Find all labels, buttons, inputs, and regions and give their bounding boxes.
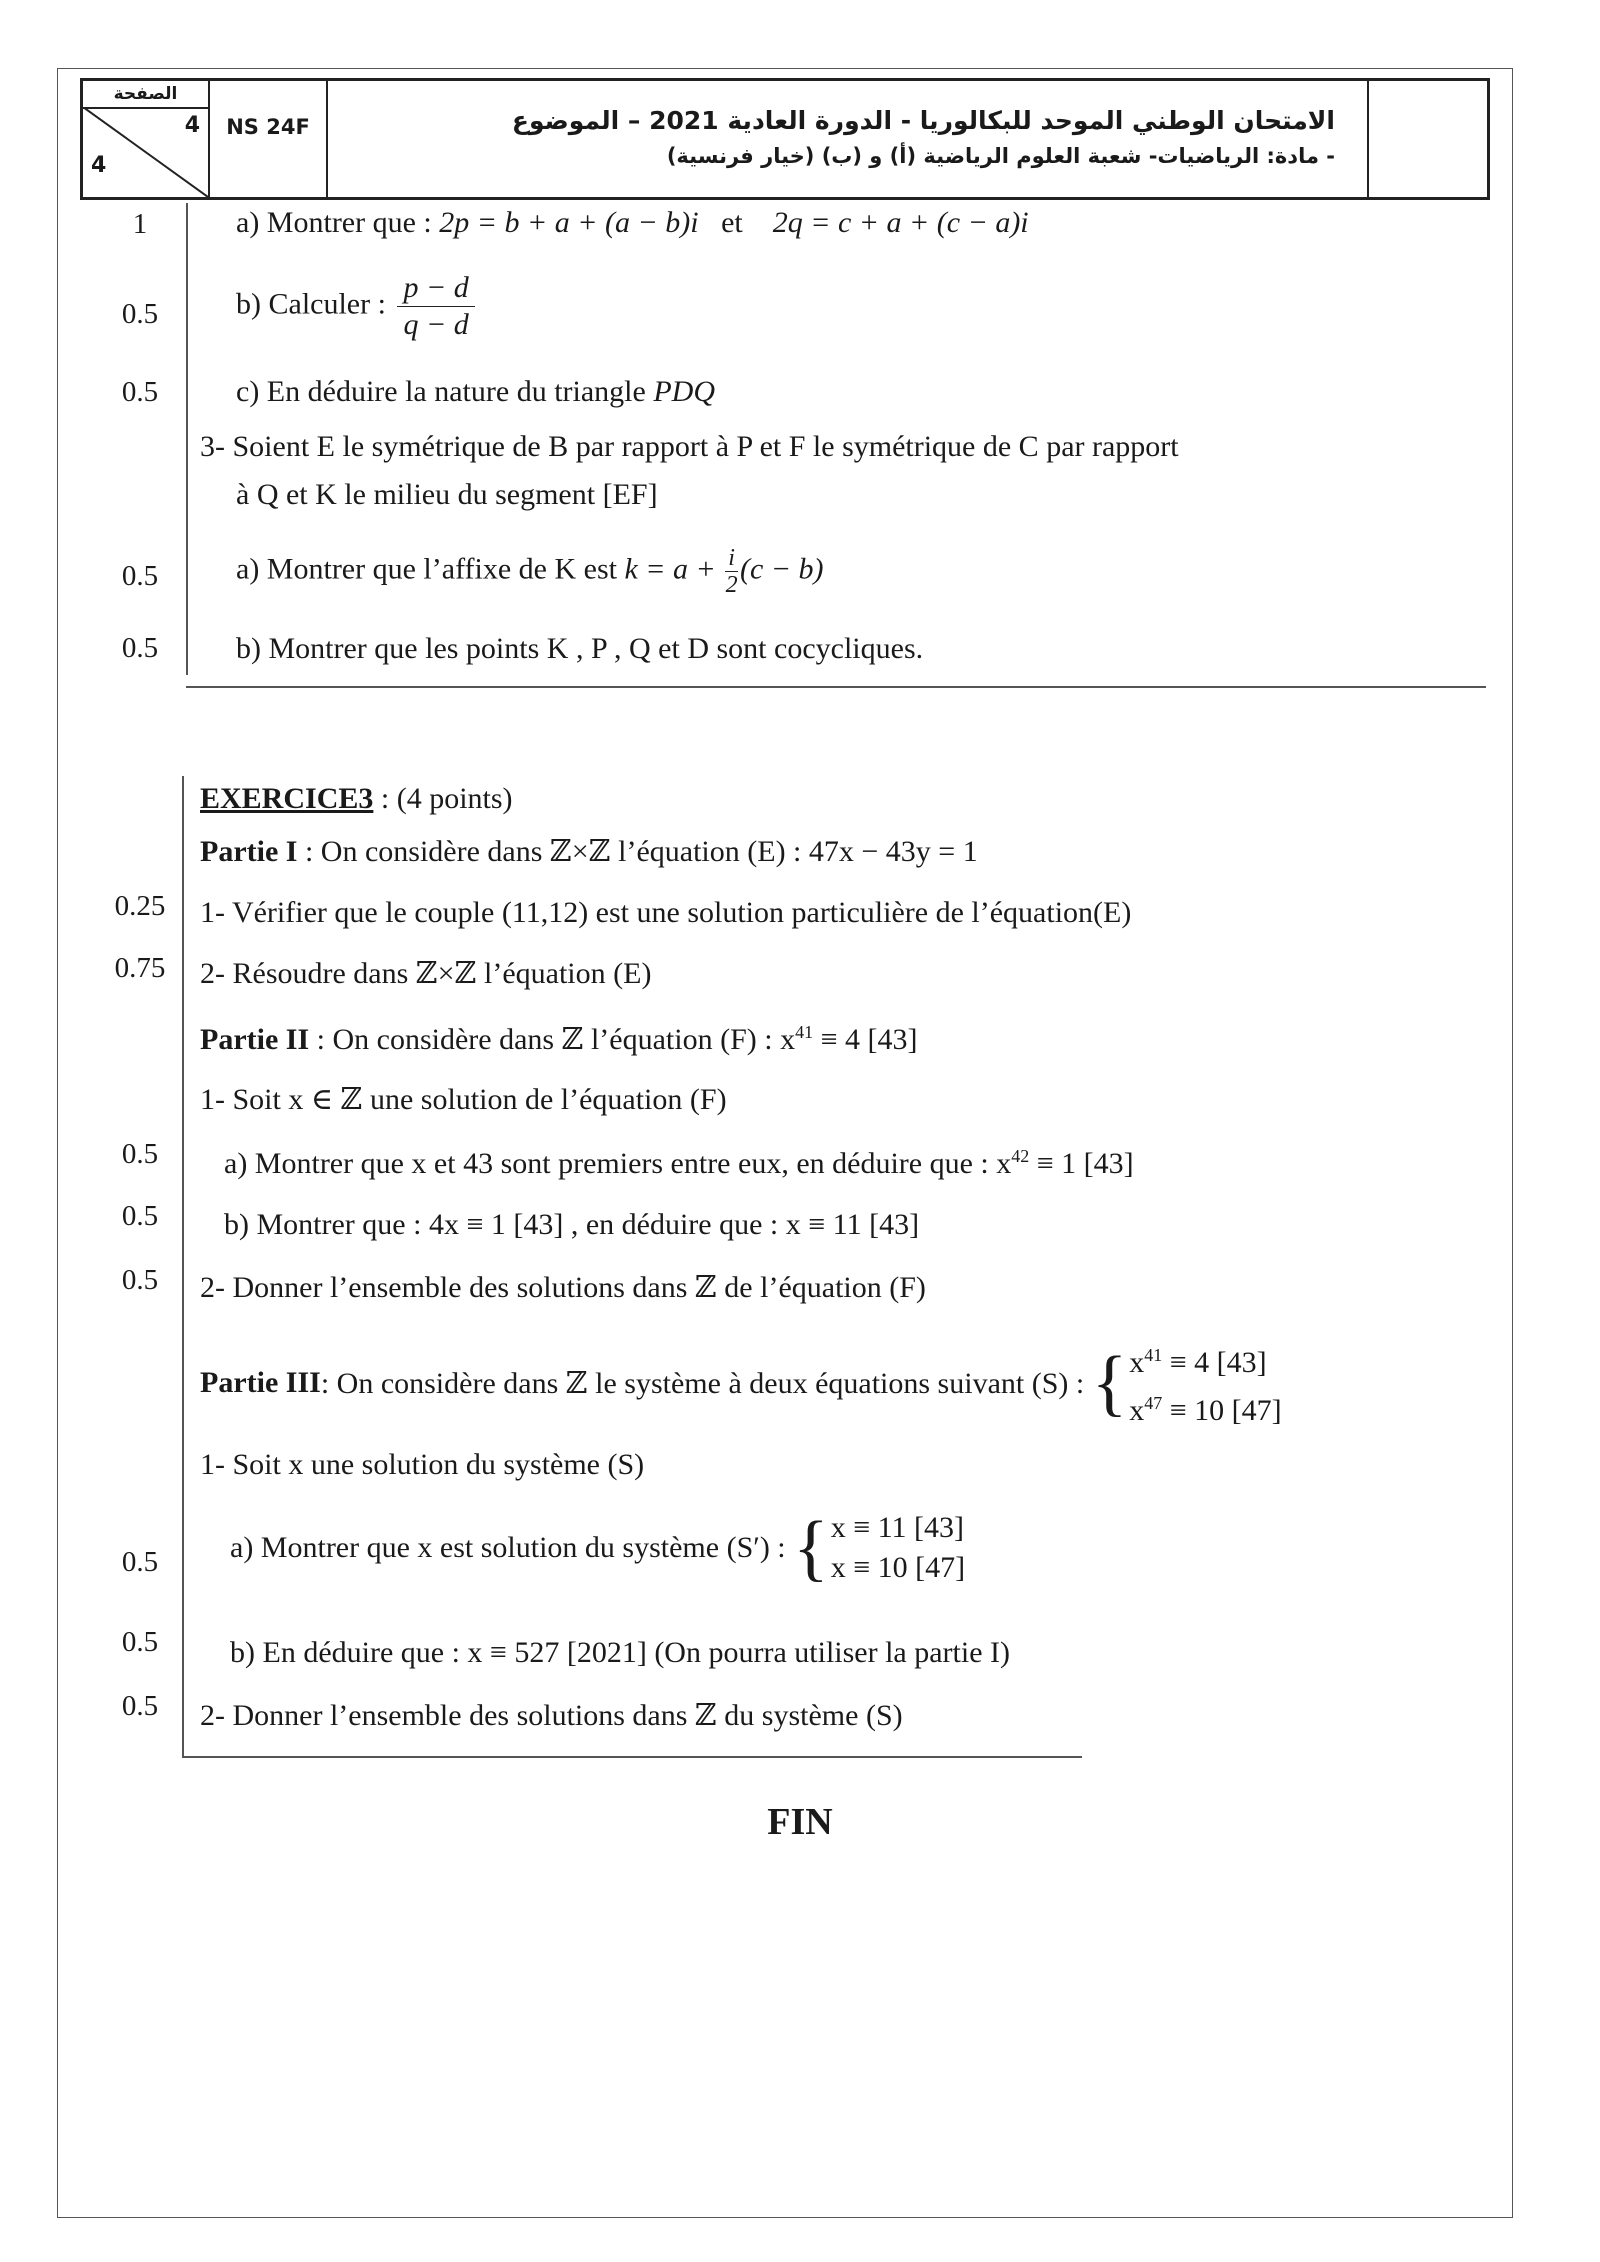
- score-value: 0.5: [121, 1546, 159, 1578]
- score-value: 0.5: [121, 632, 159, 664]
- exam-code: NS 24F: [210, 81, 328, 197]
- question-text: a) Montrer que x est solution du système (S′) :: [230, 1531, 786, 1564]
- score-value: 0.5: [121, 1200, 159, 1232]
- score-value: 1: [132, 208, 148, 240]
- question-text: a) Montrer que x et 43 sont premiers entre eux, en déduire que : x: [224, 1147, 1012, 1180]
- math-expression: (c − b): [739, 552, 824, 586]
- math-expression: 2q = c + a + (c − a)i: [772, 206, 1029, 239]
- section-end-line: [182, 1756, 1082, 1758]
- question-text: ≡ 1 [43]: [1029, 1147, 1134, 1180]
- section-separator: [186, 686, 1486, 688]
- score-value: 0.5: [121, 1138, 159, 1170]
- part-text: : On considère dans ℤ×ℤ l’équation (E) : 47x − 43y = 1: [297, 835, 978, 868]
- fraction-denominator: 2: [725, 572, 738, 598]
- score-value: 0.75: [114, 952, 166, 984]
- part-3-statement: [200, 1335, 1282, 1431]
- exponent: 42: [1011, 1146, 1030, 1166]
- score-value: 0.5: [121, 1690, 159, 1722]
- score-column-divider: [182, 776, 184, 1756]
- math-expression: k = a +: [624, 552, 716, 586]
- score-value: 0.5: [121, 1626, 159, 1658]
- exercise-heading: EXERCICE3: [200, 782, 374, 815]
- fraction: [397, 270, 474, 343]
- page-total: 4: [91, 153, 107, 178]
- part-text: : On considère dans ℤ l’équation (F) : x: [309, 1023, 796, 1056]
- question-text: b) Calculer :: [236, 287, 394, 321]
- score-value: 0.5: [121, 376, 159, 408]
- system-equation: x ≡ 10 [47]: [830, 1551, 966, 1584]
- part-3-question-1: 1- Soit x une solution du système (S): [200, 1448, 645, 1481]
- question-3-line-2: à Q et K le milieu du segment [EF]: [236, 478, 658, 511]
- part-1-question-1: 1- Vérifier que le couple (11,12) est une solution particulière de l’équation(E): [200, 896, 1132, 929]
- fraction: [725, 545, 738, 598]
- system-s-prime: [831, 1508, 965, 1588]
- part-label: Partie I: [200, 835, 298, 868]
- end-marker: FIN: [767, 1801, 833, 1843]
- conjunction-text: et: [721, 206, 743, 239]
- question-text: c) En déduire la nature du triangle: [236, 375, 654, 408]
- exercise-points: : (4 points): [373, 782, 513, 815]
- title-line-1: الامتحان الوطني الموحد للبكالوريا - الدورة العادية 2021 – الموضوع: [511, 106, 1335, 135]
- exercise-3-title: [200, 782, 513, 816]
- question-text: a) Montrer que l’affixe de K est: [236, 552, 625, 586]
- exponent: 41: [795, 1022, 814, 1042]
- part-2-statement: [200, 1022, 918, 1057]
- part-2-question-1b: b) Montrer que : 4x ≡ 1 [43] , en déduire que : x ≡ 11 [43]: [224, 1208, 920, 1241]
- score-value: 0.5: [121, 1264, 159, 1296]
- system-brace: {: [793, 1507, 829, 1589]
- fraction-numerator: i: [725, 545, 738, 572]
- system-equation: $x^{41} \equiv 4$ [43]: [1129, 1345, 1267, 1379]
- fraction-numerator: p − d: [397, 270, 474, 307]
- part-1-statement: [200, 834, 978, 869]
- score-value: 0.5: [121, 298, 159, 330]
- question-3-line-1: 3- Soient E le symétrique de B par rapport à P et F le symétrique de C par rapport: [200, 430, 1179, 463]
- part-3-question-2: 2- Donner l’ensemble des solutions dans ℤ du système (S): [200, 1699, 903, 1732]
- question-text: a) Montrer que :: [236, 206, 440, 239]
- part-label: Partie II: [200, 1023, 310, 1056]
- system-equation: $x^{47} \equiv 10$ [47]: [1129, 1393, 1282, 1427]
- title-line-2: - مادة: الرياضيات- شعبة العلوم الرياضية (أ) و (ب) (خيار فرنسية): [666, 144, 1335, 168]
- question-2c: [236, 375, 715, 409]
- question-3b: b) Montrer que les points K , P , Q et D sont cocycliques.: [236, 632, 924, 665]
- score-value: 0.25: [114, 890, 166, 922]
- score-value: 0.5: [121, 560, 159, 592]
- part-1-question-2: 2- Résoudre dans ℤ×ℤ l’équation (E): [200, 957, 652, 990]
- score-column-divider: [186, 203, 188, 675]
- part-text: : On considère dans ℤ le système à deux équations suivant (S) :: [320, 1366, 1085, 1400]
- question-2b: [236, 270, 479, 343]
- part-3-question-1b: b) En déduire que : x ≡ 527 [2021] (On pourra utiliser la partie I): [230, 1636, 1011, 1669]
- part-2-question-1: 1- Soit x ∈ ℤ une solution de l’équation (F): [200, 1083, 727, 1116]
- system-brace: {: [1091, 1342, 1128, 1424]
- question-3a: [236, 545, 824, 598]
- page-number-box: [83, 81, 210, 197]
- page-current: 4: [184, 113, 200, 138]
- part-3-question-1a: [230, 1508, 965, 1588]
- part-label: Partie III: [200, 1366, 321, 1399]
- question-2a: [236, 206, 1029, 240]
- header-blank-cell: [1369, 81, 1487, 197]
- part-text: ≡ 4 [43]: [813, 1023, 918, 1056]
- page-label: الصفحة: [83, 81, 208, 109]
- exam-header: [80, 78, 1490, 200]
- system-s: [1129, 1335, 1281, 1431]
- math-expression: PDQ: [653, 375, 715, 408]
- fraction-denominator: q − d: [403, 308, 469, 341]
- math-expression: 2p = b + a + (a − b)i: [439, 206, 699, 239]
- exam-title: [328, 81, 1369, 197]
- system-equation: x ≡ 11 [43]: [830, 1511, 964, 1544]
- part-2-question-1a: [224, 1146, 1134, 1181]
- part-2-question-2: 2- Donner l’ensemble des solutions dans ℤ de l’équation (F): [200, 1271, 926, 1304]
